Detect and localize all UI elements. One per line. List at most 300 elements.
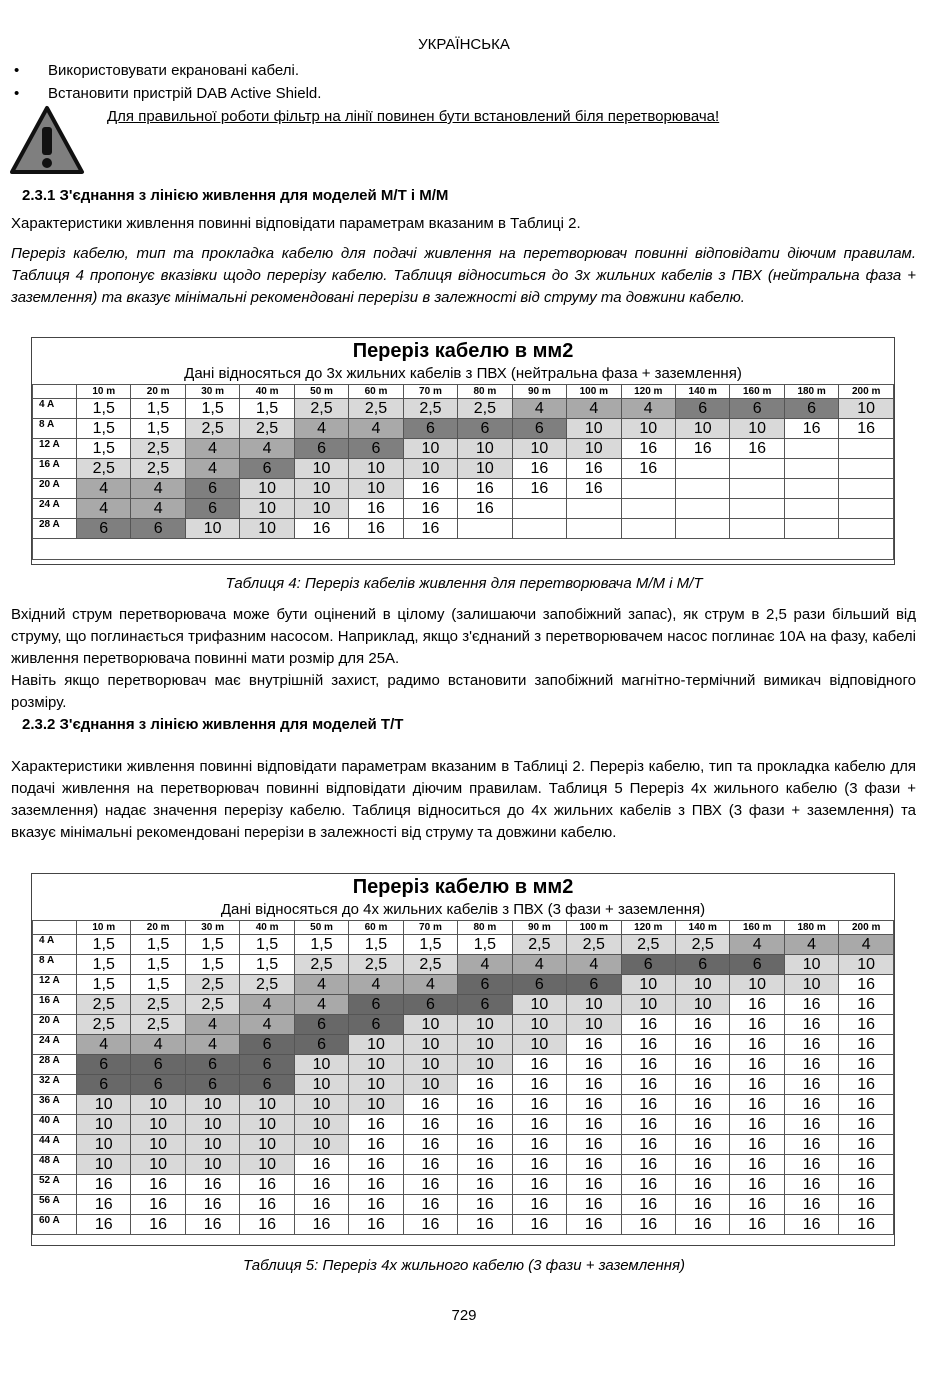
table-cell: 10 <box>349 459 403 479</box>
row-header: 56 A <box>33 1195 77 1215</box>
table-cell: 16 <box>784 1035 838 1055</box>
table-cell: 4 <box>349 975 403 995</box>
table-cell: 16 <box>621 1215 675 1235</box>
table-cell: 16 <box>349 519 403 539</box>
table-cell: 2,5 <box>675 935 729 955</box>
table-cell: 2,5 <box>567 935 621 955</box>
table-cell <box>784 439 838 459</box>
table-cell: 16 <box>512 1115 566 1135</box>
table-cell: 2,5 <box>77 995 131 1015</box>
table-cell: 10 <box>621 995 675 1015</box>
table-cell: 10 <box>294 479 348 499</box>
table-cell: 16 <box>784 1015 838 1035</box>
table-cell: 10 <box>458 1035 512 1055</box>
table-cell: 6 <box>131 1055 185 1075</box>
table-cell: 16 <box>675 1035 729 1055</box>
table-cell: 16 <box>349 1155 403 1175</box>
table-cell: 16 <box>784 1215 838 1235</box>
table-cell: 6 <box>185 479 239 499</box>
column-header: 60 m <box>349 385 403 399</box>
table-cell: 2,5 <box>185 995 239 1015</box>
table-cell: 16 <box>839 1015 894 1035</box>
table-cell: 16 <box>185 1195 239 1215</box>
table-cell: 16 <box>730 1175 784 1195</box>
table-cell <box>512 499 566 519</box>
table-cell: 16 <box>185 1215 239 1235</box>
table-cell: 6 <box>349 439 403 459</box>
table-cell: 6 <box>240 1035 294 1055</box>
table-cell: 1,5 <box>240 935 294 955</box>
table-cell: 16 <box>240 1215 294 1235</box>
table-cell: 6 <box>185 1055 239 1075</box>
table-row <box>33 1075 894 1095</box>
row-header: 40 A <box>33 1115 77 1135</box>
table-cell: 1,5 <box>185 935 239 955</box>
table-cell: 4 <box>77 1035 131 1055</box>
table-cell <box>730 519 784 539</box>
row-header: 44 A <box>33 1135 77 1155</box>
table-cell: 1,5 <box>77 419 131 439</box>
table-cell: 16 <box>730 1035 784 1055</box>
column-header: 60 m <box>349 921 403 935</box>
table-cell: 2,5 <box>621 935 675 955</box>
table-cell: 10 <box>839 955 894 975</box>
table-cell <box>730 479 784 499</box>
table-cell: 16 <box>77 1195 131 1215</box>
table-row <box>33 479 894 499</box>
table-cell: 16 <box>567 1175 621 1195</box>
column-header: 80 m <box>458 921 512 935</box>
table-cell: 16 <box>784 1195 838 1215</box>
table-cell: 16 <box>621 1195 675 1215</box>
table-cell: 4 <box>730 935 784 955</box>
table-cell: 10 <box>621 419 675 439</box>
table-cell: 1,5 <box>349 935 403 955</box>
table-cell: 10 <box>349 1075 403 1095</box>
table-cell: 16 <box>675 1215 729 1235</box>
column-header: 160 m <box>730 921 784 935</box>
table-cell: 16 <box>512 479 566 499</box>
table-cell: 16 <box>621 1035 675 1055</box>
table-cell: 4 <box>567 955 621 975</box>
column-header: 80 m <box>458 385 512 399</box>
table-cell: 16 <box>403 1115 457 1135</box>
section-heading: 2.3.2 З'єднання з лінією живлення для моделей Т/Т <box>22 716 404 733</box>
table-cell: 16 <box>839 1175 894 1195</box>
table-cell: 16 <box>730 1195 784 1215</box>
row-header: 4 A <box>33 935 77 955</box>
row-header: 24 A <box>33 499 77 519</box>
table-cell: 16 <box>403 1155 457 1175</box>
column-header: 200 m <box>839 385 894 399</box>
table-cell: 10 <box>294 1095 348 1115</box>
row-header: 36 A <box>33 1095 77 1115</box>
page-number: 729 <box>451 1307 477 1324</box>
table-cell: 1,5 <box>185 399 239 419</box>
column-header: 90 m <box>512 385 566 399</box>
table-cell: 16 <box>839 1075 894 1095</box>
table-cell: 6 <box>240 1075 294 1095</box>
column-header: 120 m <box>621 385 675 399</box>
table-cell: 1,5 <box>77 975 131 995</box>
table-cell: 10 <box>77 1095 131 1115</box>
table-cell: 4 <box>77 499 131 519</box>
column-header: 140 m <box>675 385 729 399</box>
table-cell: 10 <box>294 1135 348 1155</box>
table-cell: 2,5 <box>77 459 131 479</box>
row-header: 12 A <box>33 439 77 459</box>
table-cell: 2,5 <box>294 399 348 419</box>
table-cell: 4 <box>294 419 348 439</box>
bullet-item: • Використовувати екрановані кабелі. <box>14 62 299 79</box>
table-cell: 16 <box>185 1175 239 1195</box>
table-cell: 10 <box>240 1155 294 1175</box>
table-cell: 2,5 <box>131 459 185 479</box>
cable-grid <box>32 384 894 560</box>
row-header: 60 A <box>33 1215 77 1235</box>
column-header: 160 m <box>730 385 784 399</box>
table-cell: 16 <box>512 1095 566 1115</box>
table-cell: 10 <box>675 419 729 439</box>
table-cell: 4 <box>240 1015 294 1035</box>
table-cell: 16 <box>294 1155 348 1175</box>
column-header: 180 m <box>784 385 838 399</box>
table-cell: 16 <box>675 1095 729 1115</box>
row-header: 20 A <box>33 1015 77 1035</box>
table-cell: 10 <box>567 1015 621 1035</box>
table-cell: 6 <box>185 499 239 519</box>
table-cell: 16 <box>784 995 838 1015</box>
table-row <box>33 1115 894 1135</box>
table-cell: 4 <box>839 935 894 955</box>
table-cell: 16 <box>784 1175 838 1195</box>
table-cell: 16 <box>512 459 566 479</box>
table-cell: 10 <box>349 1035 403 1055</box>
table-cell: 2,5 <box>403 399 457 419</box>
table-cell: 2,5 <box>185 975 239 995</box>
table-cell: 16 <box>839 995 894 1015</box>
column-header: 50 m <box>294 385 348 399</box>
table-cell: 10 <box>458 459 512 479</box>
table-cell: 16 <box>784 1075 838 1095</box>
table-cell: 16 <box>675 1195 729 1215</box>
paragraph: Навіть якщо перетворювач має внутрішній захист, радимо встановити запобіжний магнітно-термічний вимикач відповідного розміру. <box>11 672 916 711</box>
table-cell: 16 <box>839 1055 894 1075</box>
table-cell: 10 <box>730 975 784 995</box>
table-cell: 16 <box>349 1115 403 1135</box>
table-cell: 4 <box>131 479 185 499</box>
cable-table-5 <box>31 873 895 1246</box>
table-cell: 16 <box>730 1015 784 1035</box>
table-cell: 10 <box>240 1115 294 1135</box>
table-cell: 10 <box>349 1095 403 1115</box>
table-cell: 10 <box>294 499 348 519</box>
table-cell: 10 <box>185 1155 239 1175</box>
table-cell: 16 <box>567 479 621 499</box>
table-cell: 10 <box>131 1115 185 1135</box>
table-cell: 4 <box>294 995 348 1015</box>
table-cell: 2,5 <box>240 975 294 995</box>
table-cell: 16 <box>567 1115 621 1135</box>
table-cell: 16 <box>294 519 348 539</box>
column-header: 40 m <box>240 921 294 935</box>
table-cell: 10 <box>512 1035 566 1055</box>
table-cell: 1,5 <box>77 399 131 419</box>
table-cell <box>839 519 894 539</box>
table-cell: 16 <box>349 1215 403 1235</box>
table-cell: 16 <box>621 439 675 459</box>
row-header: 24 A <box>33 1035 77 1055</box>
column-header: 180 m <box>784 921 838 935</box>
table-cell: 4 <box>403 975 457 995</box>
table-cell: 10 <box>294 1055 348 1075</box>
table-cell: 16 <box>458 479 512 499</box>
table-cell: 6 <box>403 995 457 1015</box>
table-cell: 16 <box>621 1075 675 1095</box>
table-cell: 4 <box>131 499 185 519</box>
table-cell: 10 <box>240 1135 294 1155</box>
table-cell: 16 <box>349 499 403 519</box>
table-cell: 6 <box>294 1035 348 1055</box>
table-cell: 16 <box>403 1215 457 1235</box>
table-cell: 6 <box>294 439 348 459</box>
table-cell: 16 <box>403 519 457 539</box>
table-cell: 4 <box>240 439 294 459</box>
table-cell: 1,5 <box>240 399 294 419</box>
table-cell: 16 <box>458 1215 512 1235</box>
table-cell: 16 <box>730 1215 784 1235</box>
table-cell: 16 <box>458 1075 512 1095</box>
table-cell: 16 <box>839 1195 894 1215</box>
warning-text: Для правильної роботи фільтр на лінії повинен бути встановлений біля перетворювача! <box>107 108 720 125</box>
table-cell: 16 <box>458 1195 512 1215</box>
table-cell: 10 <box>784 975 838 995</box>
table-row <box>33 439 894 459</box>
table-cell: 10 <box>185 1095 239 1115</box>
table-cell: 16 <box>839 975 894 995</box>
empty-cell <box>33 539 894 560</box>
table-cell: 16 <box>567 459 621 479</box>
table-cell: 16 <box>621 459 675 479</box>
table-cell: 10 <box>839 399 894 419</box>
table-cell: 16 <box>512 1135 566 1155</box>
table-cell: 16 <box>567 1095 621 1115</box>
table-cell: 16 <box>730 1115 784 1135</box>
table-cell: 6 <box>131 519 185 539</box>
table-cell: 4 <box>349 419 403 439</box>
table-row <box>33 499 894 519</box>
table-cell: 16 <box>294 1175 348 1195</box>
table-cell: 16 <box>784 419 838 439</box>
table-cell: 6 <box>675 399 729 419</box>
table-cell: 10 <box>349 479 403 499</box>
row-header: 28 A <box>33 1055 77 1075</box>
table-cell: 16 <box>567 1135 621 1155</box>
paragraph: Вхідний струм перетворювача може бути оцінений в цілому (залишаючи запобіжний запас), як струм в 2,5 рази більший від струму, що поглинається трифазним насосом. Наприклад, якщо з'єднаний з перетворювачем насос поглинає 10А на фазу, кабелі живлення перетворювача повинні мати розмір для 25А. <box>11 606 916 667</box>
table-cell: 10 <box>294 459 348 479</box>
table-cell: 6 <box>185 1075 239 1095</box>
table-cell: 2,5 <box>349 955 403 975</box>
table-row <box>33 399 894 419</box>
cable-grid <box>32 920 894 1235</box>
table-cell: 6 <box>77 1075 131 1095</box>
table-cell: 6 <box>294 1015 348 1035</box>
table-cell: 6 <box>403 419 457 439</box>
table-cell: 10 <box>294 1115 348 1135</box>
row-header: 4 A <box>33 399 77 419</box>
table-cell: 16 <box>730 1055 784 1075</box>
table-subtitle: Дані відносяться до 4х жильних кабелів з ПВХ (3 фази + заземлення) <box>220 901 706 918</box>
table-row <box>33 995 894 1015</box>
table-cell: 16 <box>131 1215 185 1235</box>
table-cell: 16 <box>839 1215 894 1235</box>
table-cell <box>784 499 838 519</box>
table-cell: 16 <box>131 1195 185 1215</box>
table-cell: 10 <box>403 1055 457 1075</box>
table-cell: 16 <box>621 1135 675 1155</box>
corner-cell <box>33 921 77 935</box>
table-cell <box>730 459 784 479</box>
table-cell: 16 <box>458 1115 512 1135</box>
table-cell: 16 <box>512 1195 566 1215</box>
table-caption: Таблиця 5: Переріз 4х жильного кабелю (3 фази + заземлення) <box>242 1257 686 1274</box>
table-cell: 16 <box>784 1155 838 1175</box>
table-row <box>33 975 894 995</box>
table-cell <box>730 499 784 519</box>
table-cell: 6 <box>458 419 512 439</box>
table-cell: 6 <box>730 955 784 975</box>
table-cell: 16 <box>839 1115 894 1135</box>
table-cell: 10 <box>621 975 675 995</box>
warning-triangle-icon <box>9 105 85 175</box>
table-cell: 16 <box>730 439 784 459</box>
table-cell: 4 <box>512 399 566 419</box>
table-cell: 16 <box>839 1155 894 1175</box>
column-header: 10 m <box>77 921 131 935</box>
table-cell: 6 <box>458 975 512 995</box>
row-header: 28 A <box>33 519 77 539</box>
table-cell: 10 <box>77 1155 131 1175</box>
paragraph: Характеристики живлення повинні відповідати параметрам вказаним в Таблиці 2. <box>11 215 581 232</box>
table-cell: 16 <box>621 1095 675 1115</box>
table-cell: 6 <box>675 955 729 975</box>
table-cell: 4 <box>131 1035 185 1055</box>
table-cell: 16 <box>839 1035 894 1055</box>
table-cell: 1,5 <box>77 439 131 459</box>
table-cell: 2,5 <box>131 995 185 1015</box>
table-cell: 16 <box>675 439 729 459</box>
table-cell: 16 <box>77 1215 131 1235</box>
table-cell: 2,5 <box>185 419 239 439</box>
table-cell: 16 <box>567 1035 621 1055</box>
table-cell: 16 <box>512 1155 566 1175</box>
table-cell: 16 <box>294 1215 348 1235</box>
table-cell: 10 <box>675 995 729 1015</box>
table-cell: 4 <box>185 439 239 459</box>
table-cell: 16 <box>675 1135 729 1155</box>
table-cell: 16 <box>403 1175 457 1195</box>
table-cell: 16 <box>403 1135 457 1155</box>
table-cell: 2,5 <box>512 935 566 955</box>
table-cell: 16 <box>621 1115 675 1135</box>
table-row <box>33 519 894 539</box>
column-header: 20 m <box>131 385 185 399</box>
table-cell: 16 <box>567 1075 621 1095</box>
table-cell: 1,5 <box>77 955 131 975</box>
table-cell: 16 <box>403 499 457 519</box>
table-row <box>33 1215 894 1235</box>
table-cell: 16 <box>730 1075 784 1095</box>
table-cell: 10 <box>458 439 512 459</box>
table-cell: 16 <box>730 1135 784 1155</box>
column-header: 30 m <box>185 921 239 935</box>
table-cell: 1,5 <box>131 935 185 955</box>
table-cell: 16 <box>458 1155 512 1175</box>
table-cell <box>567 499 621 519</box>
table-cell <box>675 459 729 479</box>
table-cell: 16 <box>458 1095 512 1115</box>
table-cell: 10 <box>784 955 838 975</box>
table-cell <box>675 499 729 519</box>
table-cell: 10 <box>77 1135 131 1155</box>
table-cell <box>839 499 894 519</box>
table-cell: 16 <box>567 1195 621 1215</box>
table-title: Переріз кабелю в мм2 <box>352 876 574 898</box>
table-cell: 16 <box>839 419 894 439</box>
table-cell: 16 <box>675 1155 729 1175</box>
table-cell: 16 <box>458 1135 512 1155</box>
row-header: 20 A <box>33 479 77 499</box>
table-cell: 1,5 <box>458 935 512 955</box>
table-cell: 6 <box>77 519 131 539</box>
column-header: 120 m <box>621 921 675 935</box>
table-cell: 10 <box>240 519 294 539</box>
table-cell: 16 <box>403 479 457 499</box>
table-cell: 16 <box>839 1135 894 1155</box>
table-cell: 6 <box>512 419 566 439</box>
table-cell: 10 <box>403 439 457 459</box>
table-cell: 16 <box>403 1095 457 1115</box>
table-cell: 16 <box>77 1175 131 1195</box>
table-cell: 1,5 <box>294 935 348 955</box>
table-cell: 10 <box>512 995 566 1015</box>
table-row <box>33 459 894 479</box>
table-caption: Таблиця 4: Переріз кабелів живлення для перетворювача М/М і М/Т <box>225 575 703 592</box>
column-header: 100 m <box>567 921 621 935</box>
table-cell: 16 <box>784 1095 838 1115</box>
table-cell <box>621 519 675 539</box>
table-cell: 4 <box>621 399 675 419</box>
table-cell: 16 <box>458 499 512 519</box>
row-header: 48 A <box>33 1155 77 1175</box>
table-cell: 16 <box>675 1055 729 1075</box>
table-cell: 16 <box>240 1195 294 1215</box>
table-cell: 10 <box>185 1135 239 1155</box>
table-cell: 6 <box>77 1055 131 1075</box>
table-cell: 16 <box>730 1155 784 1175</box>
table-cell: 2,5 <box>403 955 457 975</box>
table-cell: 16 <box>240 1175 294 1195</box>
table-cell: 4 <box>240 995 294 1015</box>
table-cell: 4 <box>77 479 131 499</box>
table-row <box>33 1035 894 1055</box>
table-cell: 1,5 <box>131 399 185 419</box>
row-header: 8 A <box>33 419 77 439</box>
table-cell: 1,5 <box>131 419 185 439</box>
table-cell: 16 <box>131 1175 185 1195</box>
table-cell: 10 <box>403 1035 457 1055</box>
table-row <box>33 1195 894 1215</box>
